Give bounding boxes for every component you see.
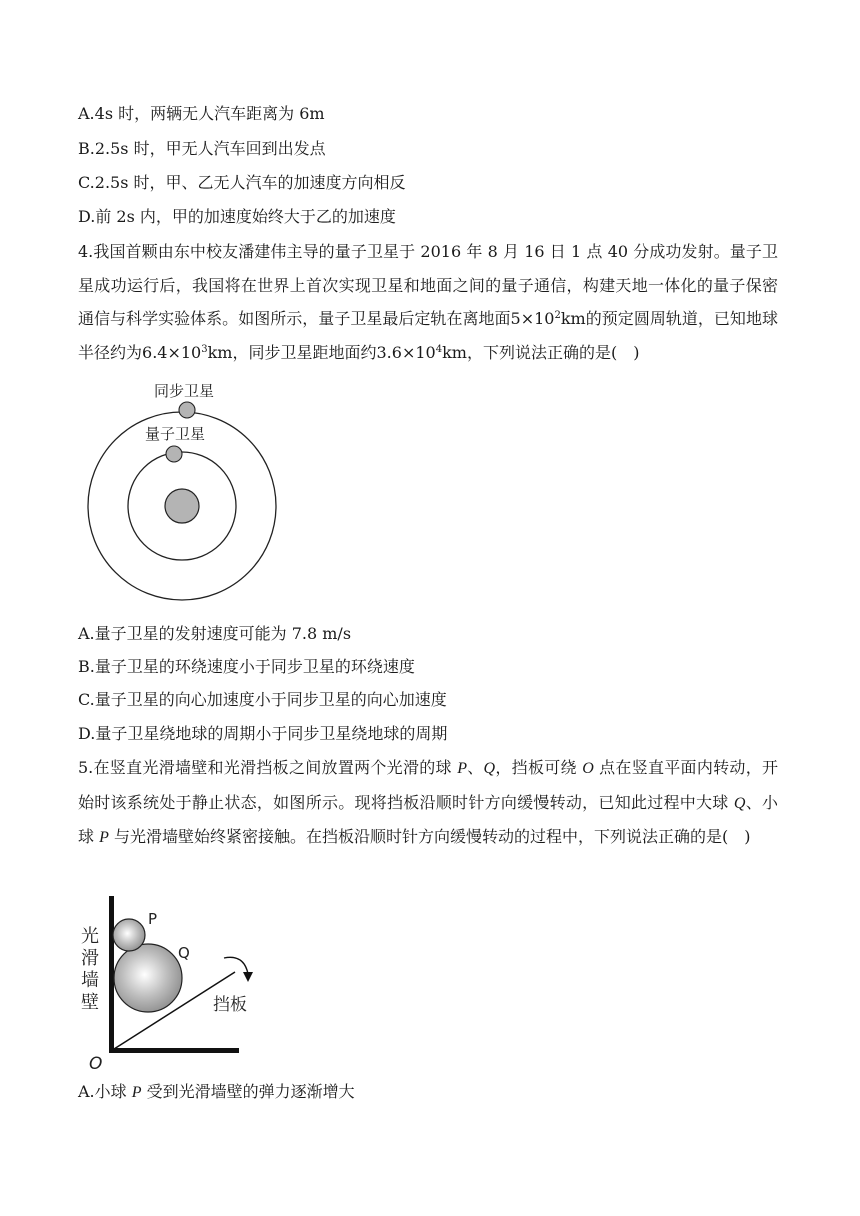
q4-option-d: D.量子卫星绕地球的周期小于同步卫星绕地球的周期 xyxy=(78,724,448,743)
q5-stem: 5.在竖直光滑墙壁和光滑挡板之间放置两个光滑的球 P、Q，挡板可绕 O 点在竖直平面内转动，开始时该系统处于静止状态，如图所示。现将挡板沿顺时针方向缓慢转动，已知此过程中大球 Q、小球 P 与光滑墙壁始终紧密接触。在挡板沿顺时针方向缓慢转动的过程中，下列说法正确的是( ) xyxy=(78,758,778,846)
q5-var-o: O xyxy=(582,760,594,777)
q4-option-c: C.量子卫星的向心加速度小于同步卫星的向心加速度 xyxy=(78,690,447,709)
label-sync-satellite: 同步卫星 xyxy=(154,382,215,400)
q4-stem-part4: ，下列说法正确的是( ) xyxy=(466,342,640,362)
quantum-satellite xyxy=(166,446,182,462)
rotation-arrow xyxy=(224,957,248,974)
q4-stem-part3: ，同步卫星距地面约 xyxy=(232,342,377,362)
ball-p xyxy=(113,919,145,951)
wall-label-3: 墙 xyxy=(81,970,99,991)
wall-label-4: 壁 xyxy=(81,992,99,1013)
wall-label-2: 滑 xyxy=(81,948,99,969)
wall-label-1: 光 xyxy=(81,926,99,947)
q3-option-d: D.前 2s 内，甲的加速度始终大于乙的加速度 xyxy=(78,207,396,226)
q5-option-a: A.小球 P 受到光滑墙壁的弹力逐渐增大 xyxy=(78,1082,355,1101)
q3-option-c: C.2.5s 时，甲、乙无人汽车的加速度方向相反 xyxy=(78,173,406,192)
label-o: O xyxy=(89,1054,103,1074)
earth xyxy=(165,489,199,523)
sync-satellite xyxy=(179,402,195,418)
q4-stem-part1: 4.我国首颗由东中校友潘建伟主导的量子卫星于 2016 年 8 月 16 日 1 点 40 分成功发射。量子卫星成功运行后，我国将在世界上首次实现卫星和地面之间的量子通信，构建天地一体化的量子保密通信与科学实验体系。如图所示，量子卫星最后定轨在离地面 xyxy=(78,242,778,328)
q3-option-a: A.4s 时，两辆无人汽车距离为 6m xyxy=(78,104,325,123)
q4-radius: $6.4\times 10^3km$ xyxy=(142,342,233,362)
q5-var-p: P xyxy=(457,760,467,777)
label-board: 挡板 xyxy=(213,995,247,1015)
smooth-wall xyxy=(109,896,114,1052)
ball-q xyxy=(114,944,182,1012)
floor xyxy=(109,1048,239,1053)
q3-option-b: B.2.5s 时，甲无人汽车回到出发点 xyxy=(78,139,326,158)
q4-option-b: B.量子卫星的环绕速度小于同步卫星的环绕速度 xyxy=(78,657,415,676)
label-p: P xyxy=(148,910,158,928)
arrow-head-icon xyxy=(243,972,253,982)
q4-stem-part2: 的预定圆周轨道，已知地球半径约为 xyxy=(78,309,778,362)
wall-board-diagram xyxy=(78,888,268,1078)
q4-altitude: $5\times 10^2km$ xyxy=(510,309,586,328)
q4-option-a: A.量子卫星的发射速度可能为 7.8 m/s xyxy=(78,624,352,643)
label-quantum-satellite: 量子卫星 xyxy=(145,425,206,443)
q4-sync-distance: $3.6\times 10^4km$ xyxy=(376,342,467,362)
q5-var-q: Q xyxy=(483,760,496,777)
q4-stem xyxy=(78,235,778,369)
orbit-diagram xyxy=(80,375,280,615)
label-q: Q xyxy=(178,944,190,962)
